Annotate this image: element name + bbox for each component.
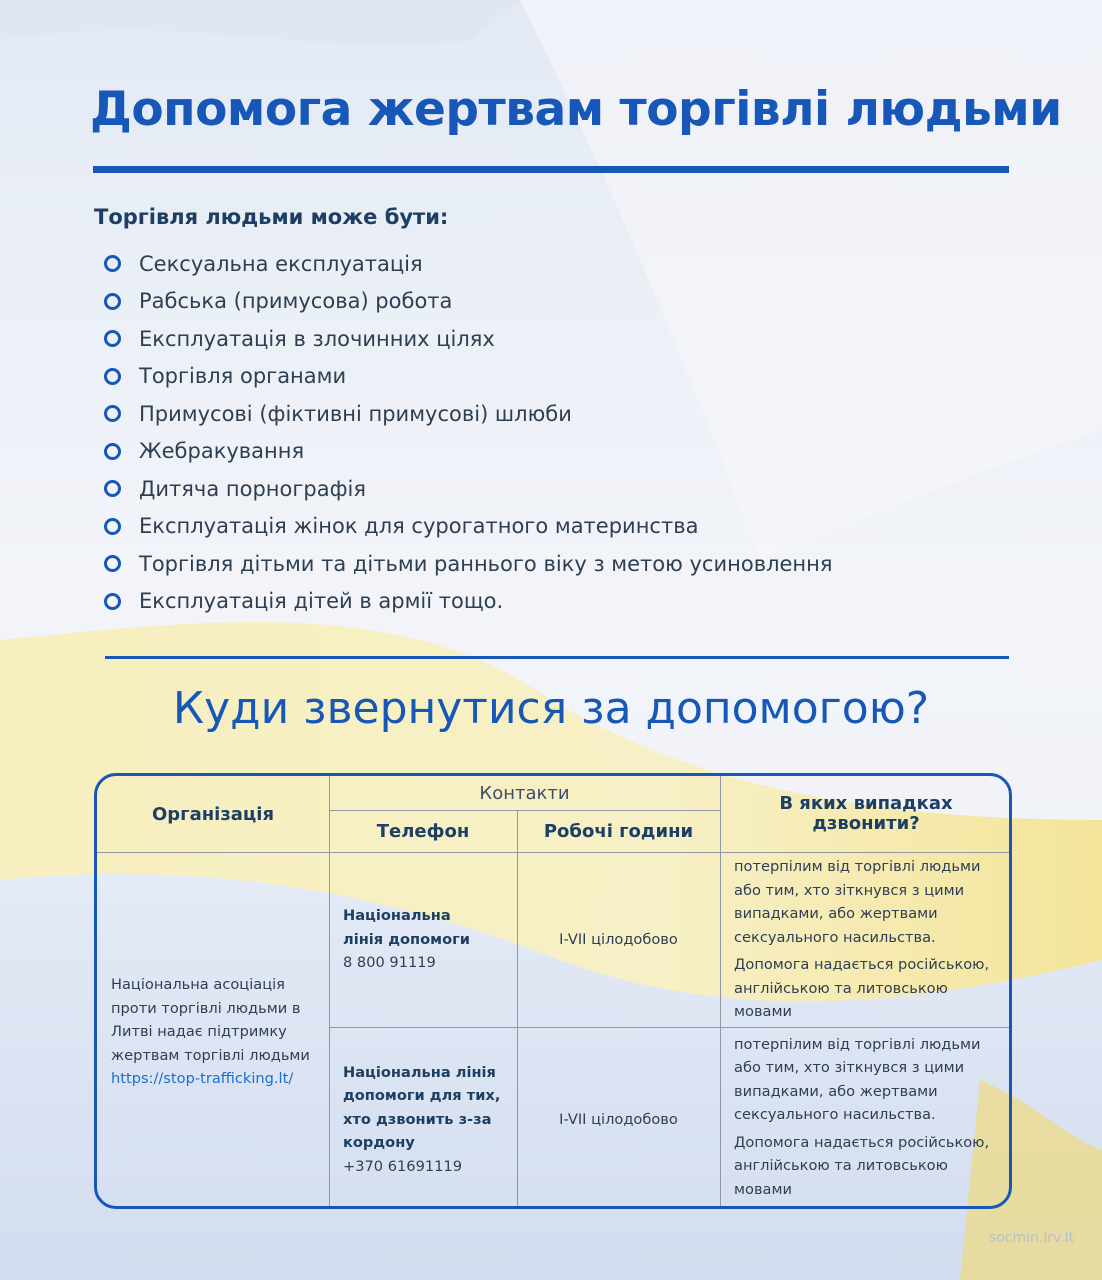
list-item-label: Рабська (примусова) робота — [139, 289, 453, 314]
contacts-table — [94, 773, 1012, 1209]
circle-bullet-icon — [104, 255, 121, 272]
list-item-label: Примусові (фіктивні примусові) шлюби — [139, 401, 572, 426]
phone-number[interactable]: 8 800 91119 — [343, 954, 436, 972]
list-item-label: Торгівля органами — [139, 364, 347, 389]
list-item — [104, 283, 833, 321]
circle-bullet-icon — [104, 293, 121, 310]
title-underline — [93, 166, 1009, 173]
list-item-label: Дитяча порнографія — [139, 476, 367, 501]
list-item-label: Експлуатація жінок для сурогатного материнства — [139, 514, 699, 539]
header-contacts: Контакти — [479, 782, 570, 804]
circle-bullet-icon — [104, 518, 121, 535]
list-item-label: Експлуатація дітей в армії тощо. — [139, 589, 504, 614]
languages-text: Допомога надається російською, англійською та литовською мовами — [734, 1133, 990, 1198]
circle-bullet-icon — [104, 443, 121, 460]
hotline-name: Національна лінія допомоги для тих, хто дзвонить з-за кордону — [343, 1063, 501, 1152]
organization-description: Національна асоціація проти торгівлі людьми в Литві надає підтримку жертвам торгівлі людьми — [111, 976, 310, 1064]
page-title: Допомога жертвам торгівлі людьми — [90, 82, 1062, 137]
working-hours: I-VII цілодобово — [559, 1110, 678, 1128]
hotline-name: Національна лінія допомоги — [343, 907, 470, 948]
when-to-call-text: потерпілим від торгівлі людьми або тим, хто зіткнувся з цими випадками, або жертвами сексуального насильства. — [734, 858, 981, 946]
header-hours: Робочі години — [543, 820, 694, 842]
list-item-label: Жебракування — [139, 439, 305, 464]
list-item — [104, 320, 833, 358]
list-item — [104, 433, 833, 471]
circle-bullet-icon — [104, 480, 121, 497]
list-item-label: Експлуатація в злочинних цілях — [139, 326, 495, 351]
list-item-label: Торгівля дітьми та дітьми раннього віку з метою усиновлення — [139, 551, 833, 576]
footer-url[interactable]: socmin.lrv.lt — [988, 1230, 1074, 1246]
languages-text: Допомога надається російською, англійською та литовською мовами — [734, 956, 990, 1021]
phone-number[interactable]: +370 61691119 — [343, 1157, 463, 1175]
phone-cell — [329, 852, 517, 1027]
working-hours: I-VII цілодобово — [559, 930, 678, 948]
list-item-label: Сексуальна експлуатація — [139, 251, 423, 276]
header-when-to-call: В яких випадках дзвонити? — [779, 793, 953, 834]
list-item — [104, 583, 833, 621]
circle-bullet-icon — [104, 593, 121, 610]
header-phone: Телефон — [376, 820, 470, 842]
help-title: Куди звернутися за допомогою? — [172, 683, 930, 734]
circle-bullet-icon — [104, 555, 121, 572]
when-to-call-cell — [720, 1027, 1012, 1207]
list-item — [104, 470, 833, 508]
circle-bullet-icon — [104, 368, 121, 385]
section-divider — [105, 656, 1009, 659]
when-to-call-text: потерпілим від торгівлі людьми або тим, хто зіткнувся з цими випадками, або жертвами сексуального насильства. — [734, 1035, 981, 1124]
list-item — [104, 245, 833, 283]
circle-bullet-icon — [104, 405, 121, 422]
phone-cell — [329, 1027, 517, 1209]
list-item — [104, 395, 833, 433]
when-to-call-cell — [720, 852, 1012, 1027]
list-item — [104, 545, 833, 583]
list-item — [104, 508, 833, 546]
organization-cell — [97, 852, 329, 1209]
header-organization: Організація — [151, 803, 275, 825]
types-heading: Торгівля людьми може бути: — [94, 205, 449, 229]
organization-link[interactable]: https://stop-trafficking.lt/ — [111, 1070, 294, 1088]
types-list — [104, 245, 833, 620]
circle-bullet-icon — [104, 330, 121, 347]
list-item — [104, 358, 833, 396]
